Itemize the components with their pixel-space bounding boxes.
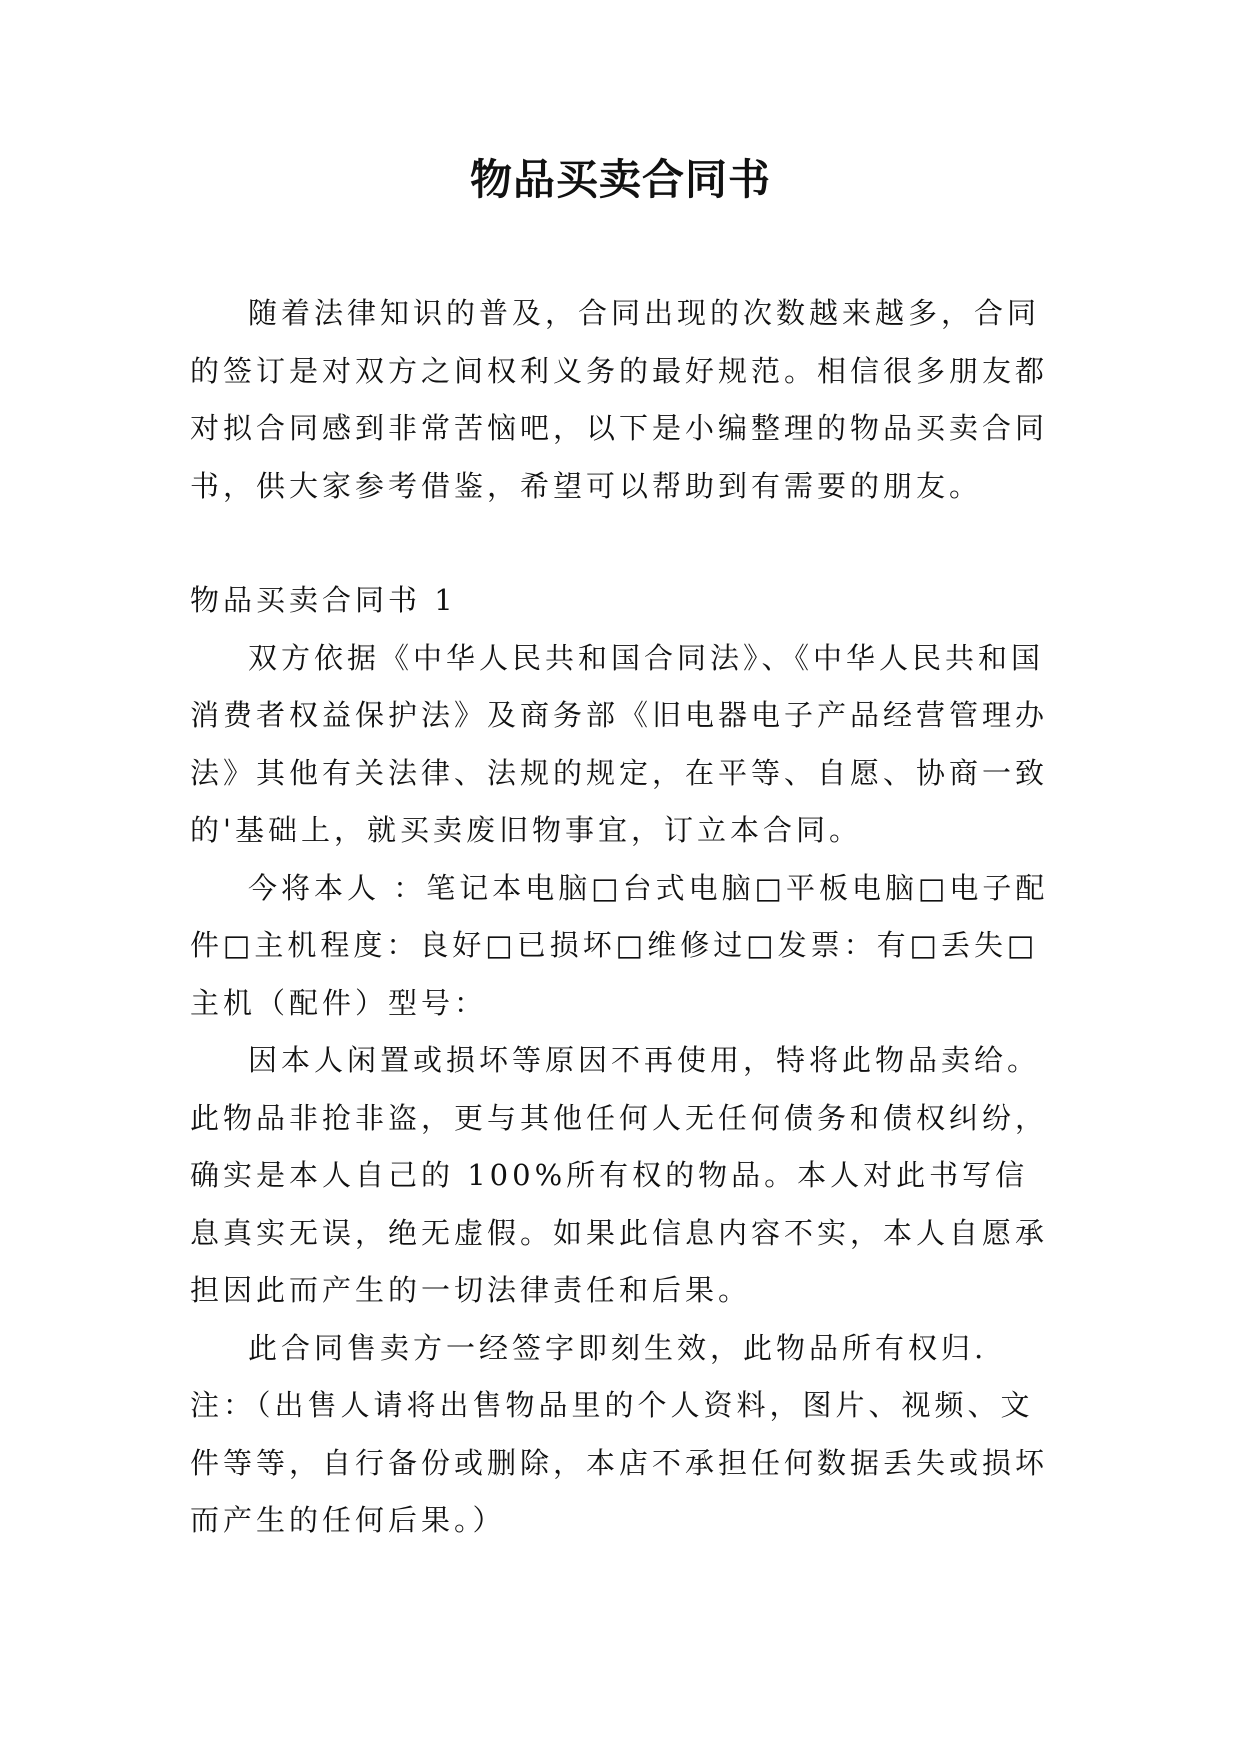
contract-paragraph-declaration: 因本人闲置或损坏等原因不再使用，特将此物品卖给。此物品非抢非盗，更与其他任何人无任何债务和债权纠纷，确实是本人自己的 100%所有权的物品。本人对此书写信息真实无误，绝无虚假。如果此信息内容不实，本人自愿承担因此而产生的一切法律责任和后果。 [190,1043,1049,1307]
contract-paragraph-items: 今将本人 ：笔记本电脑□台式电脑□平板电脑□电子配件□主机程度：良好□已损坏□维修过□发票：有□丢失□主机（配件）型号： [190,870,1049,1020]
section-heading: 物品买卖合同书 1 [190,583,457,617]
intro-paragraph: 随着法律知识的普及，合同出现的次数越来越多，合同的签订是对双方之间权利义务的最好规范。相信很多朋友都对拟合同感到非常苦恼吧，以下是小编整理的物品买卖合同书，供大家参考借鉴，希望可以帮助到有需要的朋友。 [190,296,1049,503]
contract-paragraph-effect: 此合同售卖方一经签字即刻生效，此物品所有权归.注：（出售人请将出售物品里的个人资料，图片、视频、文件等等，自行备份或删除，本店不承担任何数据丢失或损坏而产生的任何后果。） [190,1330,1049,1537]
document-body [190,285,1050,1550]
contract-paragraph-basis: 双方依据《中华人民共和国合同法》、《中华人民共和国消费者权益保护法》及商务部《旧电器电子产品经营管理办法》其他有关法律、法规的规定，在平等、自愿、协商一致的'基础上，就买卖废旧物事宜，订立本合同。 [190,640,1049,847]
document-title: 物品买卖合同书 [469,155,771,204]
